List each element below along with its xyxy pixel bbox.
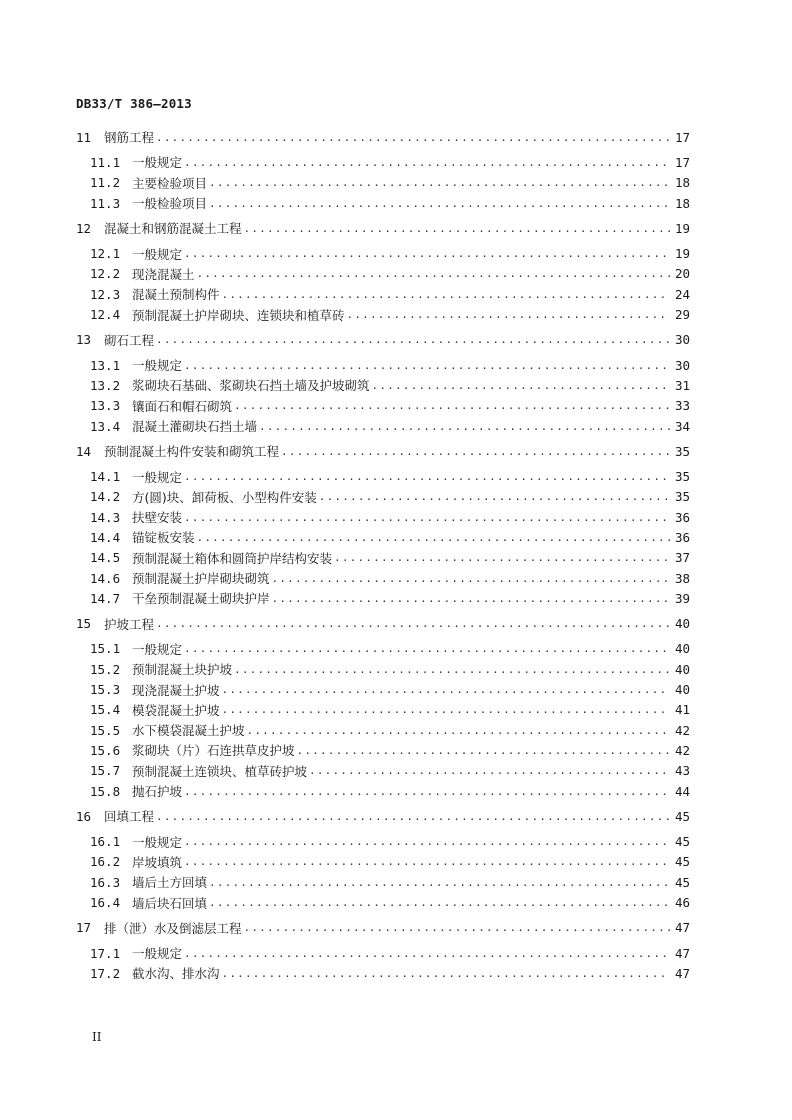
toc-entry-number: 13.4 [90, 418, 121, 434]
toc-section-entry [76, 416, 690, 436]
toc-entry-title: 现浇混凝土护坡 [132, 682, 220, 698]
toc-section-entry [76, 304, 690, 324]
toc-leader-dots [372, 380, 670, 391]
toc-entry-title: 一般规定 [132, 246, 183, 262]
toc-section-entry [76, 396, 690, 416]
toc-section-entry [76, 832, 690, 852]
toc-entry-title: 浆砌块石基础、浆砌块石挡土墙及护坡砌筑 [132, 378, 370, 394]
toc-entry-title: 砌石工程 [104, 332, 155, 348]
toc-leader-dots [222, 684, 670, 695]
toc-section-entry [76, 761, 690, 781]
toc-entry-page: 47 [674, 965, 690, 981]
toc-leader-dots [197, 268, 670, 279]
toc-entry-page: 35 [674, 443, 690, 459]
toc-leader-dots [209, 877, 670, 888]
toc-entry-number: 16.1 [90, 834, 121, 850]
toc-leader-dots [156, 132, 670, 143]
toc-entry-page: 40 [674, 616, 690, 632]
toc-entry-title: 截水沟、排水沟 [132, 966, 220, 982]
toc-entry-title: 镶面石和帽石砌筑 [132, 398, 233, 414]
toc-leader-dots [184, 512, 670, 523]
toc-entry-title: 回填工程 [104, 809, 155, 825]
toc-leader-dots [259, 421, 670, 432]
toc-entry-page: 19 [674, 246, 690, 262]
toc-entry-page: 47 [674, 920, 690, 936]
toc-entry-number: 15.5 [90, 722, 121, 738]
toc-entry-title: 模袋混凝土护坡 [132, 702, 220, 718]
toc-leader-dots [247, 725, 670, 736]
toc-entry-page: 40 [674, 641, 690, 657]
toc-section-entry [76, 152, 690, 172]
toc-entry-page: 35 [674, 489, 690, 505]
toc-entry-number: 13.1 [90, 357, 121, 373]
toc-chapter-entry [76, 614, 690, 634]
toc-entry-number: 14.1 [90, 469, 121, 485]
toc-entry-number: 17 [76, 920, 92, 936]
toc-chapter-entry [76, 441, 690, 461]
toc-entry-title: 水下模袋混凝土护坡 [132, 723, 245, 739]
toc-leader-dots [272, 573, 670, 584]
toc-leader-dots [234, 400, 670, 411]
page-number-footer: II [92, 1030, 102, 1044]
toc-entry-title: 一般规定 [132, 358, 183, 374]
toc-section-entry [76, 548, 690, 568]
toc-entry-number: 14.2 [90, 489, 121, 505]
toc-entry-number: 11.3 [90, 195, 121, 211]
toc-entry-title: 浆砌块（片）石连拱草皮护坡 [132, 743, 295, 759]
toc-entry-number: 16.2 [90, 854, 121, 870]
toc-entry-title: 一般规定 [132, 155, 183, 171]
toc-entry-title: 一般规定 [132, 946, 183, 962]
toc-entry-title: 抛石护坡 [132, 784, 183, 800]
toc-leader-dots [309, 765, 670, 776]
toc-section-entry [76, 487, 690, 507]
toc-entry-number: 12.2 [90, 266, 121, 282]
toc-entry-page: 39 [674, 590, 690, 606]
toc-entry-title: 干垒预制混凝土砌块护岸 [132, 591, 270, 607]
toc-entry-number: 15.4 [90, 702, 121, 718]
toc-leader-dots [197, 532, 670, 543]
toc-entry-page: 29 [674, 307, 690, 323]
toc-entry-page: 17 [674, 154, 690, 170]
toc-section-entry [76, 700, 690, 720]
toc-entry-title: 扶壁安装 [132, 510, 183, 526]
toc-leader-dots [156, 618, 670, 629]
toc-chapter-entry [76, 218, 690, 238]
toc-section-entry [76, 892, 690, 912]
toc-entry-page: 30 [674, 357, 690, 373]
toc-leader-dots [156, 811, 670, 822]
toc-entry-page: 45 [674, 854, 690, 870]
toc-leader-dots [334, 552, 670, 563]
toc-entry-title: 岸坡填筑 [132, 854, 183, 870]
toc-chapter-entry [76, 330, 690, 350]
toc-entry-number: 16.3 [90, 874, 121, 890]
toc-entry-page: 40 [674, 682, 690, 698]
toc-leader-dots [272, 593, 670, 604]
toc-entry-page: 18 [674, 175, 690, 191]
table-of-contents [76, 127, 690, 984]
toc-entry-number: 11.2 [90, 175, 121, 191]
toc-leader-dots [297, 745, 670, 756]
toc-entry-page: 35 [674, 469, 690, 485]
toc-entry-page: 42 [674, 722, 690, 738]
toc-section-entry [76, 375, 690, 395]
toc-entry-title: 预制混凝土构件安装和砌筑工程 [104, 444, 280, 460]
toc-entry-number: 14.7 [90, 590, 121, 606]
toc-section-entry [76, 466, 690, 486]
toc-entry-title: 预制混凝土护岸砌块、连锁块和植草砖 [132, 307, 345, 323]
toc-entry-number: 15 [76, 616, 92, 632]
toc-entry-page: 38 [674, 570, 690, 586]
toc-leader-dots [184, 948, 670, 959]
toc-entry-title: 混凝土灌砌块石挡土墙 [132, 419, 258, 434]
toc-section-entry [76, 963, 690, 983]
toc-entry-title: 锚锭板安装 [132, 530, 195, 546]
toc-chapter-entry [76, 127, 690, 147]
toc-entry-page: 19 [674, 220, 690, 236]
toc-entry-page: 45 [674, 874, 690, 890]
toc-chapter-entry [76, 918, 690, 938]
toc-entry-number: 15.6 [90, 742, 121, 758]
toc-leader-dots [319, 491, 670, 502]
toc-entry-title: 一般规定 [132, 469, 183, 485]
toc-entry-page: 17 [674, 129, 690, 145]
toc-entry-number: 12.1 [90, 246, 121, 262]
toc-leader-dots [184, 157, 670, 168]
toc-leader-dots [281, 446, 670, 457]
toc-entry-number: 16.4 [90, 895, 121, 911]
toc-section-entry [76, 527, 690, 547]
toc-leader-dots [209, 897, 670, 908]
toc-section-entry [76, 264, 690, 284]
toc-entry-number: 14.3 [90, 509, 121, 525]
toc-leader-dots [209, 177, 670, 188]
toc-entry-title: 墙后块石回填 [132, 895, 208, 911]
toc-entry-number: 12.3 [90, 286, 121, 302]
toc-entry-page: 42 [674, 742, 690, 758]
toc-entry-page: 30 [674, 332, 690, 348]
toc-leader-dots [222, 289, 670, 300]
toc-entry-page: 47 [674, 945, 690, 961]
toc-section-entry [76, 943, 690, 963]
toc-leader-dots [184, 471, 670, 482]
toc-entry-title: 混凝土和钢筋混凝土工程 [104, 221, 242, 237]
toc-entry-number: 15.1 [90, 641, 121, 657]
toc-entry-number: 15.3 [90, 682, 121, 698]
toc-section-entry [76, 588, 690, 608]
toc-entry-title: 预制混凝土箱体和圆筒护岸结构安装 [132, 550, 333, 566]
toc-leader-dots [209, 198, 670, 209]
toc-section-entry [76, 781, 690, 801]
toc-leader-dots [244, 922, 670, 933]
toc-leader-dots [184, 248, 670, 259]
toc-section-entry [76, 193, 690, 213]
toc-entry-page: 45 [674, 834, 690, 850]
toc-entry-title: 护坡工程 [104, 616, 155, 632]
toc-entry-number: 14.4 [90, 529, 121, 545]
toc-leader-dots [244, 223, 670, 234]
toc-entry-number: 17.2 [90, 965, 121, 981]
toc-entry-number: 14 [76, 443, 92, 459]
toc-entry-number: 15.8 [90, 783, 121, 799]
toc-entry-number: 13.2 [90, 377, 121, 393]
toc-entry-number: 15.7 [90, 763, 121, 779]
toc-entry-number: 12.4 [90, 307, 121, 323]
toc-section-entry [76, 720, 690, 740]
toc-entry-title: 一般规定 [132, 834, 183, 850]
toc-entry-title: 方(圆)块、卸荷板、小型构件安装 [132, 489, 317, 505]
toc-entry-page: 41 [674, 702, 690, 718]
toc-leader-dots [184, 836, 670, 847]
toc-entry-number: 16 [76, 808, 92, 824]
toc-leader-dots [222, 704, 670, 715]
toc-entry-number: 14.6 [90, 570, 121, 586]
toc-section-entry [76, 852, 690, 872]
toc-entry-page: 36 [674, 509, 690, 525]
toc-entry-page: 40 [674, 661, 690, 677]
toc-entry-title: 预制混凝土护岸砌块砌筑 [132, 571, 270, 587]
toc-section-entry [76, 740, 690, 760]
toc-section-entry [76, 679, 690, 699]
toc-section-entry [76, 173, 690, 193]
toc-entry-number: 13 [76, 332, 92, 348]
toc-entry-number: 15.2 [90, 661, 121, 677]
toc-entry-title: 预制混凝土连锁块、植草砖护坡 [132, 763, 308, 779]
toc-section-entry [76, 639, 690, 659]
toc-section-entry [76, 243, 690, 263]
toc-leader-dots [184, 786, 670, 797]
toc-leader-dots [156, 334, 670, 345]
toc-entry-title: 预制混凝土块护坡 [132, 662, 233, 678]
toc-section-entry [76, 507, 690, 527]
toc-entry-page: 33 [674, 398, 690, 414]
toc-entry-title: 一般检验项目 [132, 196, 208, 212]
toc-entry-title: 现浇混凝土 [132, 266, 195, 282]
toc-entry-page: 20 [674, 266, 690, 282]
toc-section-entry [76, 568, 690, 588]
toc-leader-dots [347, 309, 670, 320]
toc-section-entry [76, 659, 690, 679]
toc-entry-title: 墙后土方回填 [132, 875, 208, 891]
toc-entry-page: 43 [674, 763, 690, 779]
toc-entry-page: 24 [674, 286, 690, 302]
toc-entry-title: 主要检验项目 [132, 175, 208, 191]
toc-entry-page: 34 [674, 418, 690, 434]
toc-leader-dots [234, 664, 670, 675]
toc-entry-number: 11 [76, 129, 92, 145]
toc-leader-dots [222, 968, 670, 979]
toc-entry-number: 11.1 [90, 154, 121, 170]
toc-entry-page: 44 [674, 783, 690, 799]
toc-leader-dots [184, 360, 670, 371]
toc-entry-page: 18 [674, 195, 690, 211]
toc-entry-title: 混凝土预制构件 [132, 287, 220, 303]
toc-leader-dots [184, 856, 670, 867]
toc-entry-number: 14.5 [90, 550, 121, 566]
toc-chapter-entry [76, 806, 690, 826]
toc-entry-page: 31 [674, 377, 690, 393]
toc-entry-number: 13.3 [90, 398, 121, 414]
toc-section-entry [76, 872, 690, 892]
toc-leader-dots [184, 643, 670, 654]
toc-entry-title: 一般规定 [132, 641, 183, 657]
toc-section-entry [76, 284, 690, 304]
toc-entry-page: 45 [674, 808, 690, 824]
document-header-id: DB33/T 386—2013 [76, 96, 192, 111]
toc-entry-page: 46 [674, 895, 690, 911]
toc-entry-title: 排（泄）水及倒滤层工程 [104, 920, 242, 936]
toc-entry-title: 钢筋工程 [104, 130, 155, 146]
toc-section-entry [76, 355, 690, 375]
toc-entry-page: 37 [674, 550, 690, 566]
toc-entry-number: 12 [76, 220, 92, 236]
toc-entry-page: 36 [674, 529, 690, 545]
toc-entry-number: 17.1 [90, 945, 121, 961]
